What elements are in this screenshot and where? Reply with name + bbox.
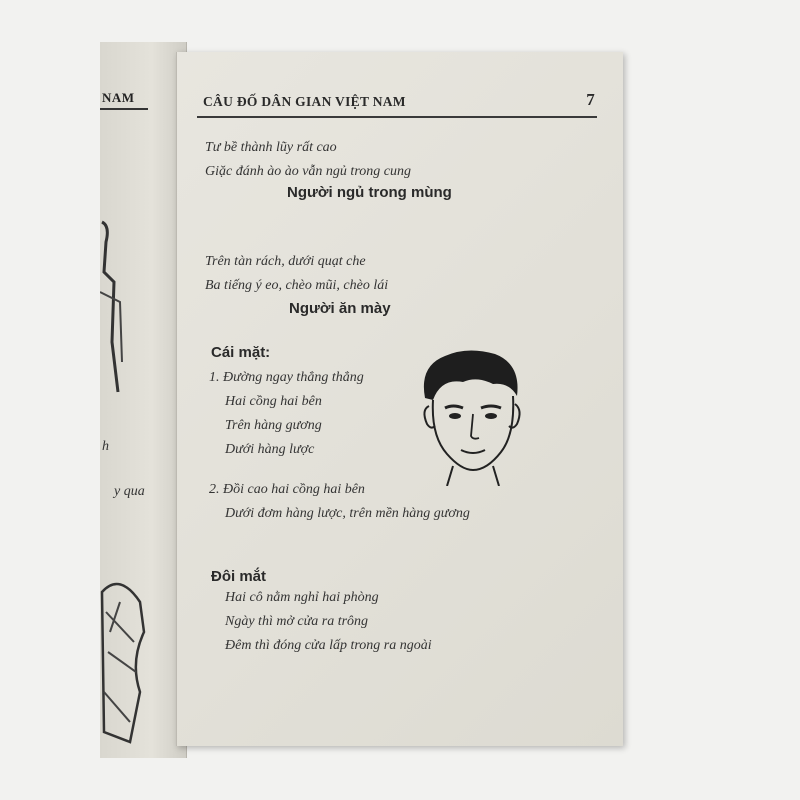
doi-mat-verse: [225, 586, 432, 658]
left-sketch-illustration: [100, 572, 150, 752]
verse-line: Tư bề thành lũy rất cao: [205, 140, 337, 155]
left-text-fragment: y qua: [114, 484, 145, 499]
verse-line: Ba tiếng ý eo, chèo mũi, chèo lái: [205, 278, 389, 293]
book-page: [176, 52, 623, 746]
page-header: [203, 90, 595, 110]
cai-mat-part-2: [209, 478, 470, 526]
verse-line: Hai cồng hai bên: [225, 394, 322, 409]
left-page-header: NAM: [102, 90, 135, 105]
page-number: 7: [586, 90, 595, 109]
left-header-rule: [100, 108, 148, 110]
riddle-2-answer: Người ăn mày: [289, 300, 391, 317]
verse-line: Hai cô nằm nghỉ hai phòng: [225, 590, 379, 605]
cai-mat-part-1: [209, 366, 364, 462]
riddle-1-verse: [205, 136, 411, 184]
verse-line: Ngày thì mở cửa ra trông: [225, 614, 369, 629]
verse-line: Trên tàn rách, dưới quạt che: [205, 254, 366, 269]
verse-line: 1. Đường ngay thẳng thẳng: [209, 370, 364, 385]
header-rule: [197, 116, 597, 118]
left-page: [100, 42, 187, 758]
face-portrait-illustration: [417, 346, 527, 486]
doi-mat-heading: Đôi mắt: [211, 568, 267, 585]
page-header-title: CÂU ĐỐ DÂN GIAN VIỆT NAM: [203, 94, 406, 109]
verse-line: 2. Đồi cao hai cồng hai bên: [209, 482, 365, 497]
riddle-1-answer: Người ngủ trong mùng: [287, 184, 452, 201]
cai-mat-heading: Cái mặt:: [211, 344, 271, 361]
verse-line: Trên hàng gương: [225, 418, 322, 433]
riddle-2-verse: [205, 250, 388, 298]
verse-line: Dưới hàng lược: [225, 442, 315, 457]
verse-line: Đêm thì đóng cửa lấp trong ra ngoài: [225, 638, 432, 653]
left-figure-illustration: [100, 212, 130, 402]
verse-line: Dưới đơm hàng lược, trên mền hàng gương: [225, 506, 470, 521]
left-text-fragment: h: [102, 439, 109, 454]
verse-line: Giặc đánh ào ào vẫn ngủ trong cung: [205, 164, 411, 179]
